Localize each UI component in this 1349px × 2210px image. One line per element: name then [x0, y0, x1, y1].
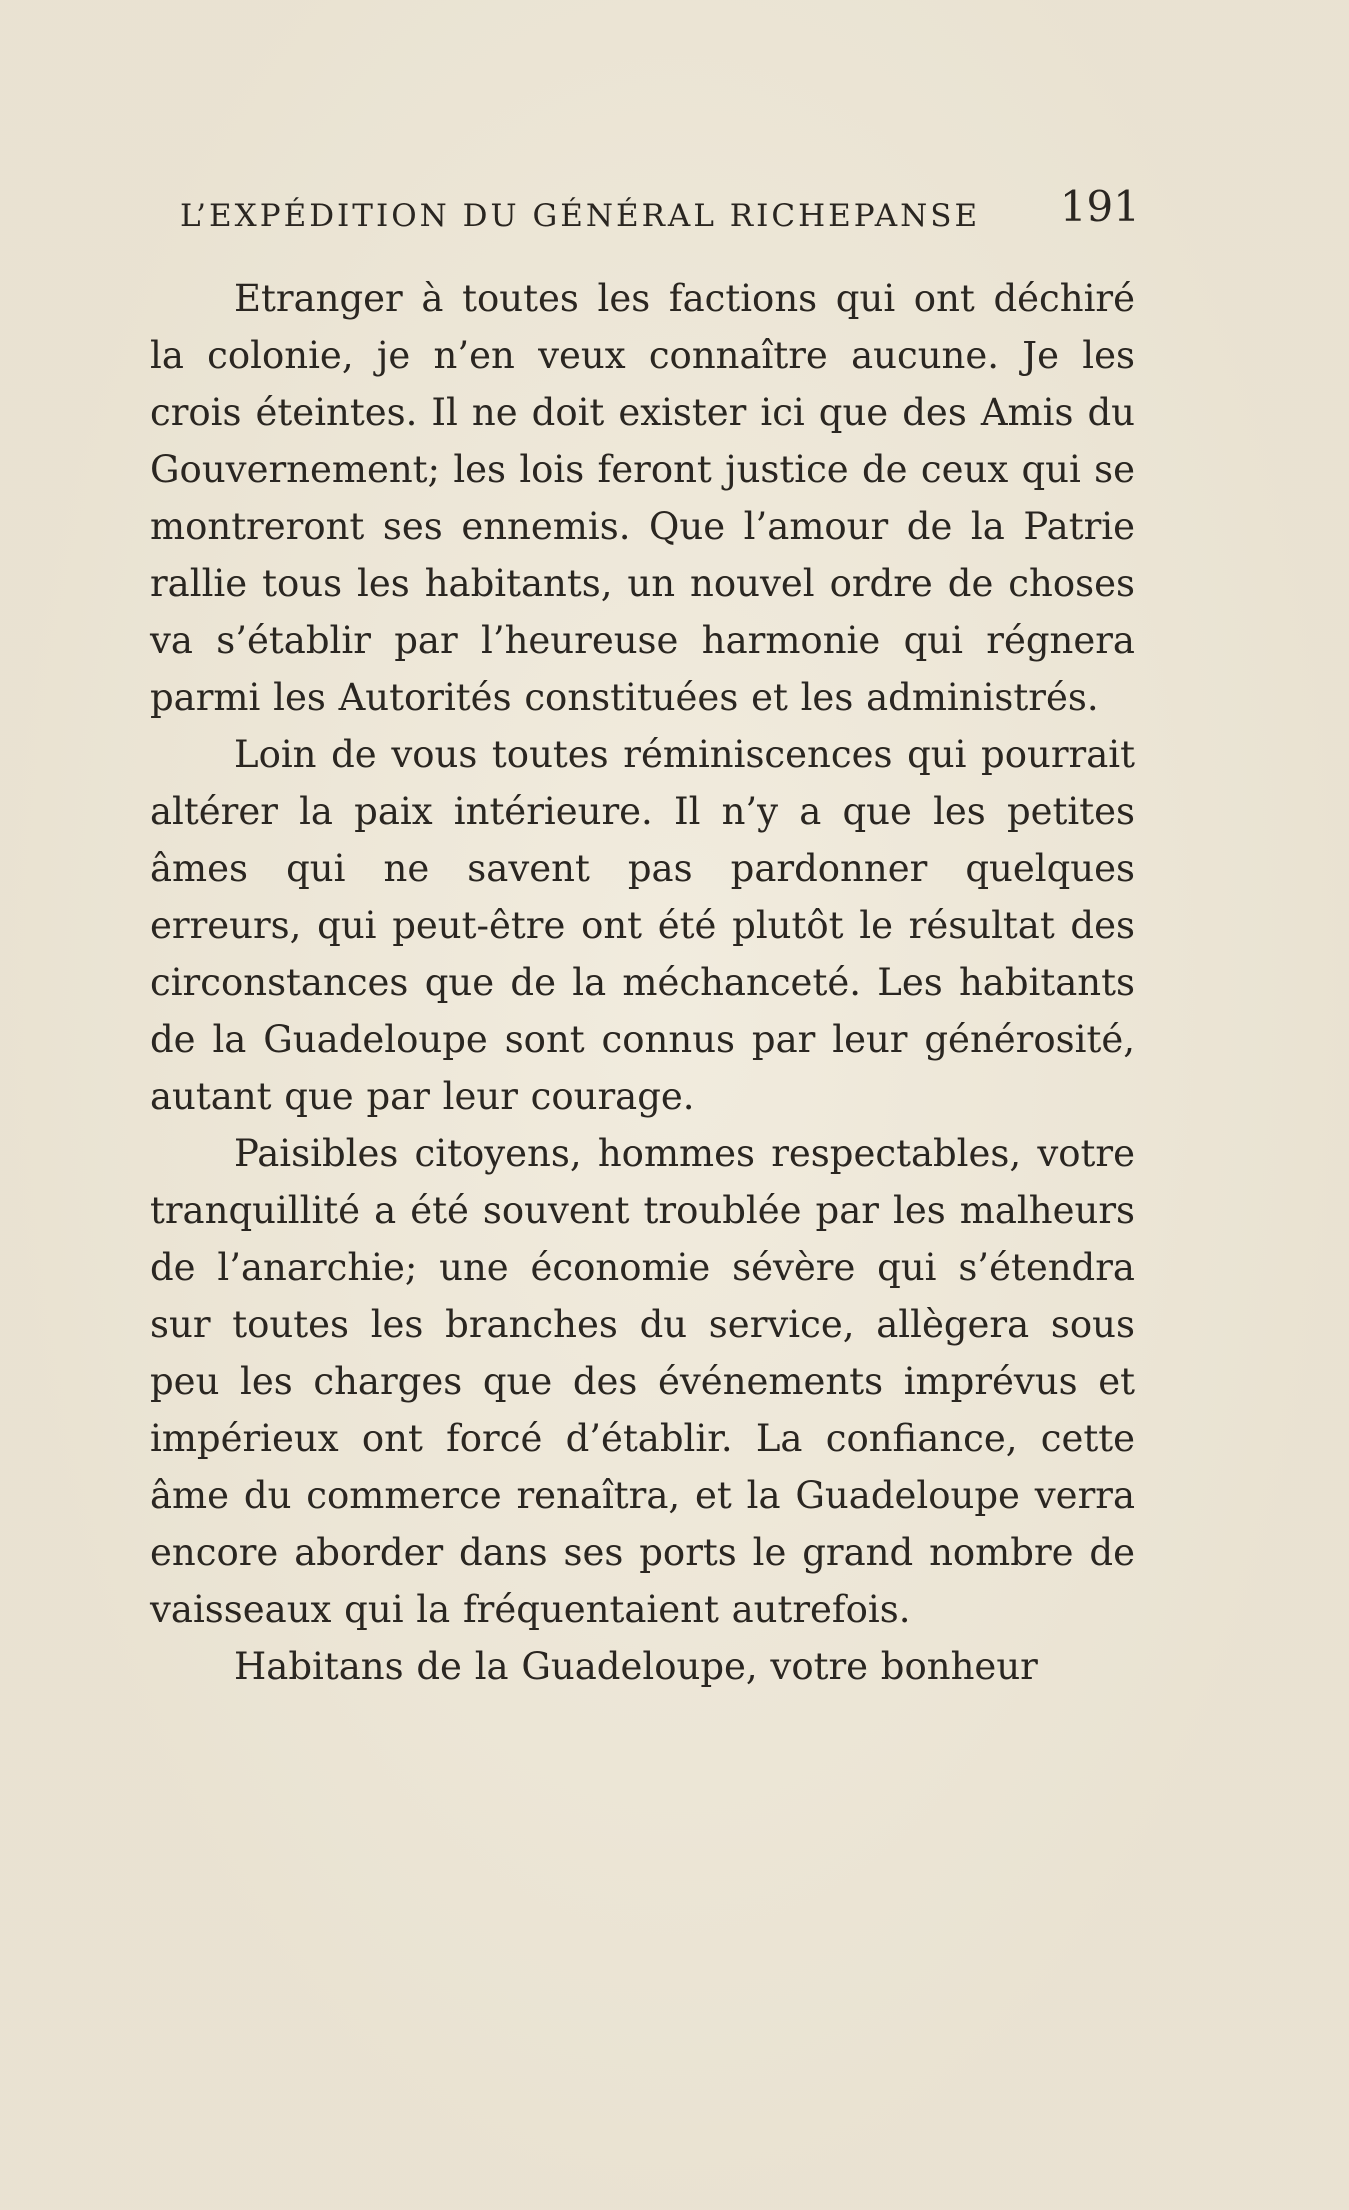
paragraph: Habitans de la Guadeloupe, votre bonheur	[234, 1645, 1038, 1688]
paragraph: Loin de vous toutes réminiscences qui pourrait altérer la paix intérieure. Il n’y a que les petites âmes qui ne savent pas pardonner quelques erreurs, qui peut-être ont été plutôt le résultat des circonstances que de la méchanceté. Les habitants de la Guadeloupe sont connus par leur générosité, autant que par leur courage.	[150, 733, 1135, 1118]
page-header	[180, 182, 1140, 246]
paragraph: Paisibles citoyens, hommes respectables, votre tranquillité a été souvent troublée par les malheurs de l’anarchie; une économie sévère qui s’étendra sur toutes les branches du service, allègera sous peu les charges que des événements imprévus et impérieux ont forcé d’établir. La confiance, cette âme du commerce renaîtra, et la Guadeloupe verra encore aborder dans ses ports le grand nombre de vaisseaux qui la fréquentaient autrefois.	[150, 1132, 1135, 1631]
running-title: L’EXPÉDITION DU GÉNÉRAL RICHEPANSE	[180, 198, 981, 234]
paragraph: Etranger à toutes les factions qui ont déchiré la colonie, je n’en veux connaître aucune. Je les crois éteintes. Il ne doit exister ici que des Amis du Gouvernement; les lois feront justice de ceux qui se montreront ses ennemis. Que l’amour de la Patrie rallie tous les habitants, un nouvel ordre de choses va s’établir par l’heureuse harmonie qui régnera parmi les Autorités constituées et les administrés.	[150, 277, 1135, 719]
body-text	[150, 270, 1135, 1695]
page-number: 191	[1059, 182, 1140, 231]
